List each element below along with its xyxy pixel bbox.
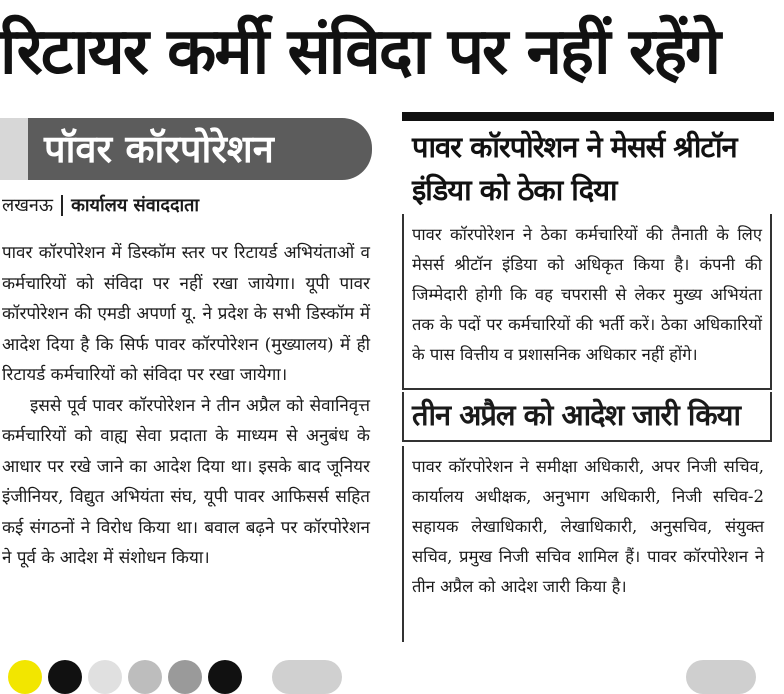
right-box-2 xyxy=(402,446,772,642)
color-dot xyxy=(88,660,122,694)
color-dot xyxy=(208,660,242,694)
right-box-1 xyxy=(402,214,772,390)
right-headline-2: तीन अप्रैल को आदेश जारी किया xyxy=(402,392,772,442)
left-paragraph-1: पावर कॉरपोरेशन में डिस्कॉम स्तर पर रिटायर्ड अभियंताओं व कर्मचारियों को संविदा पर नहीं रखा जायेगा। यूपी पावर कॉरपोरेशन की एमडी अपर्णा यू. ने प्रदेश के सभी डिस्कॉम में आदेश दिया है कि सिर्फ पावर कॉरपोरेशन (मुख्यालय) में ही रिटायर्ड कर्मचारियों को संविदा पर रखा जायेगा। xyxy=(2,243,370,385)
right-headline-1: पावर कॉरपोरेशन ने मेसर्स श्रीटॉन इंडिया को ठेका दिया xyxy=(412,130,737,207)
color-dot xyxy=(272,660,342,694)
color-dot xyxy=(168,660,202,694)
right-box-1-text: पावर कॉरपोरेशन ने ठेका कर्मचारियों की तैनाती के लिए मेसर्स श्रीटॉन इंडिया को अधिकृत किया है। कंपनी की जिम्मेदारी होगी कि वह चपरासी से लेकर मुख्य अभियंता तक के पदों पर कर्मचारियों की भर्ती करें। ठेका अधिकारियों के पास वित्तीय व प्रशासनिक अधिकार नहीं होंगे। xyxy=(412,225,762,364)
headline: रिटायर कर्मी संविदा पर नहीं रहेंगे xyxy=(0,15,720,89)
right-top-rule xyxy=(402,112,774,121)
left-paragraph-2: इससे पूर्व पावर कॉरपोरेशन ने तीन अप्रैल को सेवानिवृत्त कर्मचारियों को वाह्य सेवा प्रदाता के माध्यम से अनुबंध के आधार पर रखे जाने का आदेश दिया था। इसके बाद जूनियर इंजीनियर, विद्युत अभियंता संघ, यूपी पावर आफिसर्स सहित कई संगठनों ने विरोध किया था। बवाल बढ़ने पर कॉरपोरेशन ने पूर्व के आदेश में संशोधन किया। xyxy=(2,395,370,568)
section-title: पॉवर कॉरपोरेशन xyxy=(44,127,274,171)
byline xyxy=(2,190,199,222)
color-dot xyxy=(128,660,162,694)
right-box-2-text: पावर कॉरपोरेशन ने समीक्षा अधिकारी, अपर निजी सचिव, कार्यालय अधीक्षक, अनुभाग अधिकारी, निजी सचिव-2 सहायक लेखाधिकारी, लेखाधिकारी, अनुसचिव, संयुक्त सचिव, प्रमुख निजी सचिव शामिल हैं। पावर कॉरपोरेशन ने तीन अप्रैल को आदेश जारी किया है। xyxy=(412,457,764,596)
byline-desk: कार्यालय संवाददाता xyxy=(71,195,200,216)
color-dot xyxy=(48,660,82,694)
color-dot xyxy=(8,660,42,694)
left-article-body xyxy=(2,238,370,574)
color-dot xyxy=(686,660,756,694)
section-band-notch xyxy=(0,118,28,180)
byline-city: लखनऊ xyxy=(2,195,63,216)
footer-color-strip xyxy=(0,660,784,673)
